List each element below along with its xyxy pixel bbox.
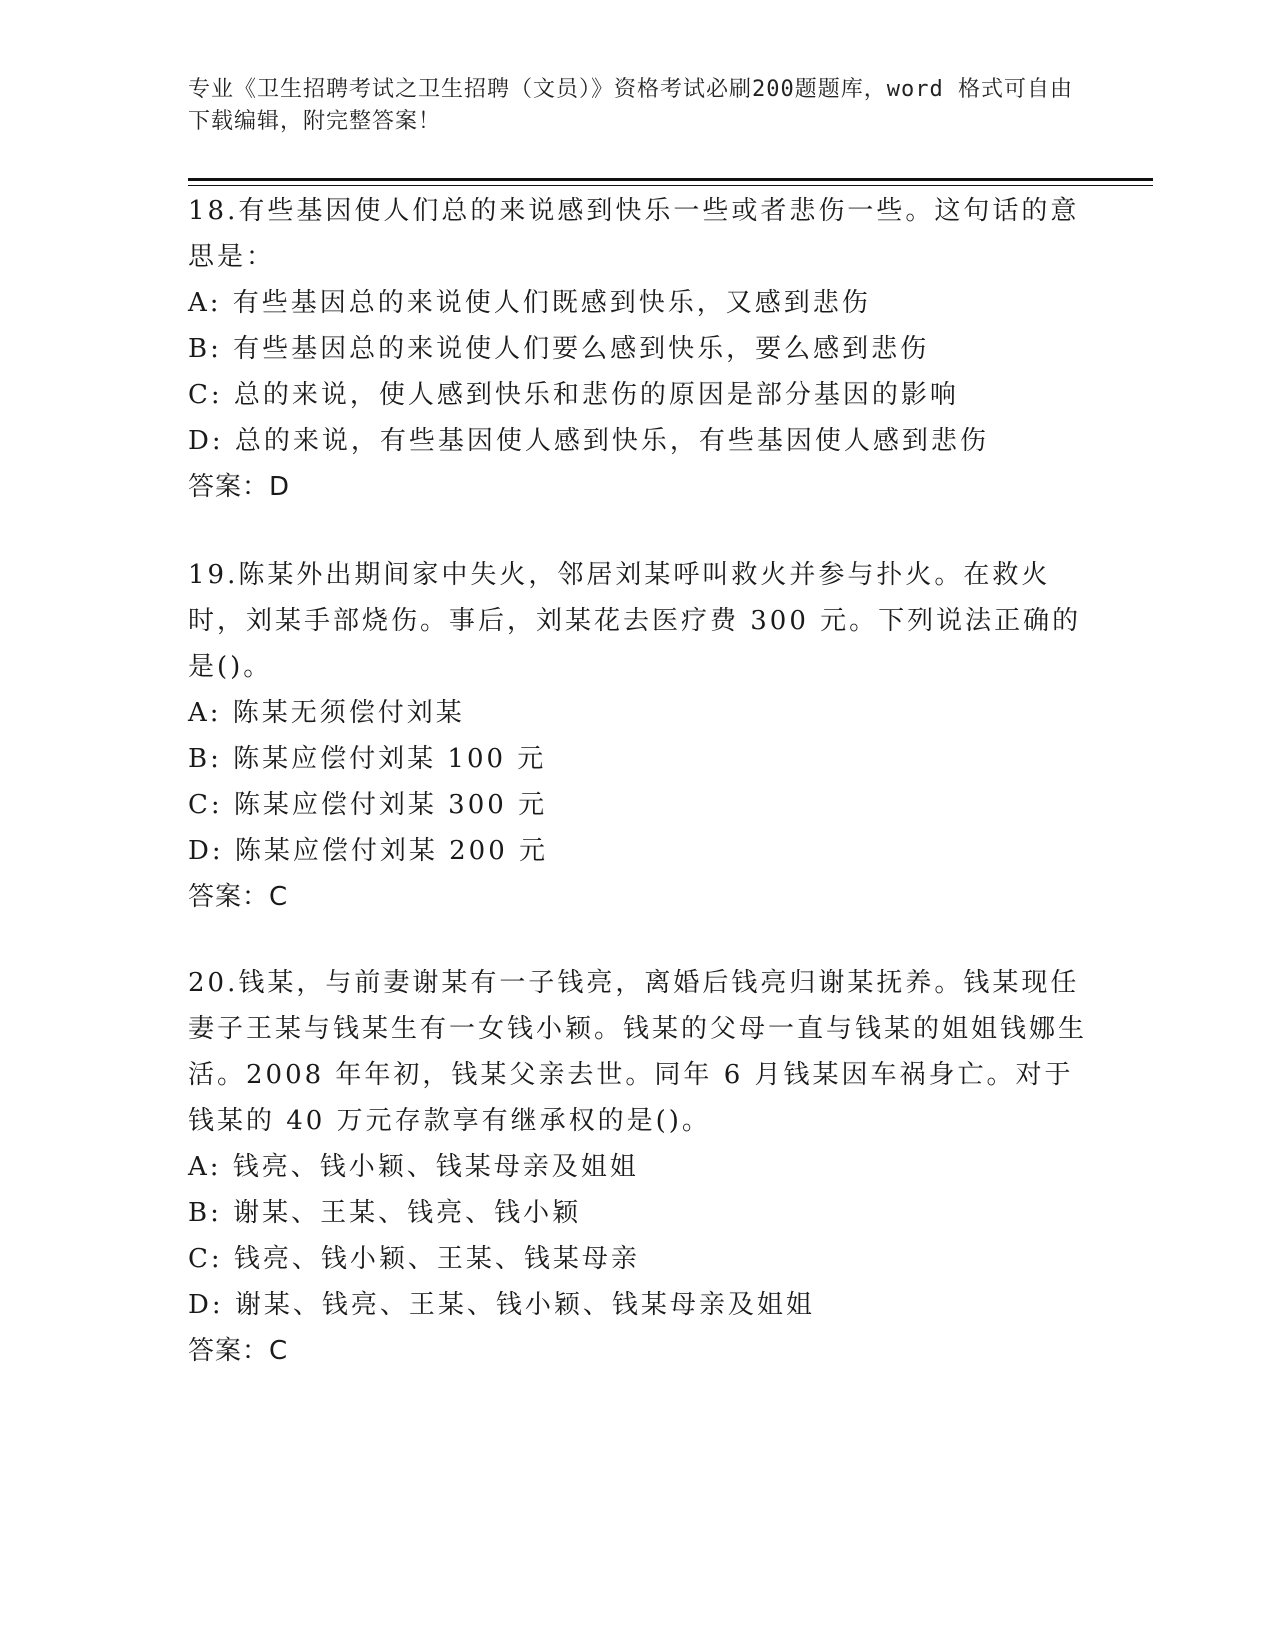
option-b: B: 陈某应偿付刘某 100 元 bbox=[188, 744, 547, 774]
option-a: A: 有些基因总的来说使人们既感到快乐，又感到悲伤 bbox=[188, 288, 871, 318]
option-b: B: 有些基因总的来说使人们要么感到快乐，要么感到悲伤 bbox=[188, 334, 930, 364]
option-c: C: 钱亮、钱小颖、王某、钱某母亲 bbox=[188, 1244, 640, 1274]
question-20 bbox=[188, 960, 1088, 1374]
option-b: B: 谢某、王某、钱亮、钱小颖 bbox=[188, 1198, 582, 1228]
answer-line: 答案：C bbox=[188, 1336, 289, 1366]
option-c: C: 陈某应偿付刘某 300 元 bbox=[188, 790, 548, 820]
question-stem: 18.有些基因使人们总的来说感到快乐一些或者悲伤一些。这句话的意思是： bbox=[188, 196, 1080, 272]
question-19 bbox=[188, 552, 1088, 920]
option-c: C: 总的来说，使人感到快乐和悲伤的原因是部分基因的影响 bbox=[188, 380, 959, 410]
answer-line: 答案：D bbox=[188, 472, 291, 502]
option-d: D: 陈某应偿付刘某 200 元 bbox=[188, 836, 549, 866]
question-stem: 19.陈某外出期间家中失火，邻居刘某呼叫救火并参与扑火。在救火时，刘某手部烧伤。事后，刘某花去医疗费 300 元。下列说法正确的是()。 bbox=[188, 560, 1082, 682]
answer-line: 答案：C bbox=[188, 882, 289, 912]
header-divider-thin bbox=[188, 185, 1153, 186]
question-18 bbox=[188, 188, 1088, 510]
option-d: D: 谢某、钱亮、王某、钱小颖、钱某母亲及姐姐 bbox=[188, 1290, 815, 1320]
option-a: A: 钱亮、钱小颖、钱某母亲及姐姐 bbox=[188, 1152, 639, 1182]
header-divider-thick bbox=[188, 178, 1153, 181]
option-a: A: 陈某无须偿付刘某 bbox=[188, 698, 465, 728]
document-header-intro: 专业《卫生招聘考试之卫生招聘（文员）》资格考试必刷200题题库，word 格式可自由下载编辑，附完整答案！ bbox=[188, 77, 1073, 134]
question-stem: 20.钱某，与前妻谢某有一子钱亮，离婚后钱亮归谢某抚养。钱某现任妻子王某与钱某生有一女钱小颖。钱某的父母一直与钱某的姐姐钱娜生活。2008 年年初，钱某父亲去世。同年 6 月钱某因车祸身亡。对于钱某的 40 万元存款享有继承权的是()。 bbox=[188, 968, 1088, 1136]
option-d: D: 总的来说，有些基因使人感到快乐，有些基因使人感到悲伤 bbox=[188, 426, 989, 456]
